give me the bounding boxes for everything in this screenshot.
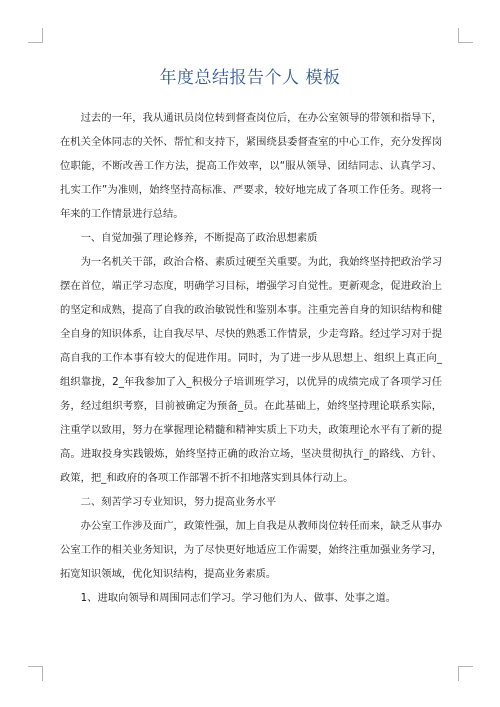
section-heading-2: 二、刻苦学习专业知识，努力提高业务水平 [80, 496, 277, 508]
paragraph-intro: 过去的一年，我从通讯员岗位转到督查岗位后，在办公室领导的带领和指导下，在机关全体同志的关怀、帮忙和支持下，紧围绕县委督查室的中心工作，充分发挥岗位职能，不断改善工作方法，提高工作效率，以“服从领导、团结同志、认真学习、扎实工作”为准则，始终坚持高标准、严要求，较好地完成了各项工作任务。现将一年来的工作情景进行总结。 [60, 112, 442, 220]
crop-mark-bottom-right [458, 666, 473, 681]
section-heading-1: 一、自觉加强了理论修养，不断提高了政治思想素质 [80, 232, 318, 244]
paragraph-section-2: 办公室工作涉及面广，政策性强，加上自我是从教师岗位转任而来，缺乏从事办公室工作的相关业务知识，为了尽快更好地适应工作需要，始终注重加强业务学习，拓宽知识领域，优化知识结构，提高业务素质。 [60, 520, 442, 580]
document-body [60, 106, 442, 610]
paragraph-point-1: 1、进取向领导和周围同志们学习。学习他们为人、做事、处事之道。 [80, 592, 397, 604]
crop-mark-top-right [458, 28, 473, 43]
document-title: 年度总结报告个人 模板 [159, 68, 341, 88]
crop-mark-bottom-left [28, 666, 43, 681]
crop-mark-top-left [28, 28, 43, 43]
paragraph-section-1: 为一名机关干部，政治合格、素质过硬至关重要。为此，我始终坚持把政治学习摆在首位，端正学习态度，明确学习目标，增强学习自觉性。更新观念，促进政治上的坚定和成熟，提高了自我的政治敏锐性和鉴别本事。注重完善自身的知识结构和健全自身的知识体系，让自我尽早、尽快的熟悉工作情景，少走弯路。经过学习对于提高自我的工作本事有较大的促进作用。同时，为了进一步从思想上、组织上真正向_组织靠拢，2_年我参加了入_积极分子培训班学习，以优异的成绩完成了各项学习任务，经过组织考察，目前被确定为预备_员。在此基础上，始终坚持理论联系实际，注重学以致用，努力在掌握理论精髓和精神实质上下功夫，政策理论水平有了新的提高。进取投身实践锻炼，始终坚持正确的政治立场，坚决贯彻执行_的路线、方针、政策，把_和政府的各项工作部署不折不扣地落实到具体行动上。 [60, 256, 442, 484]
